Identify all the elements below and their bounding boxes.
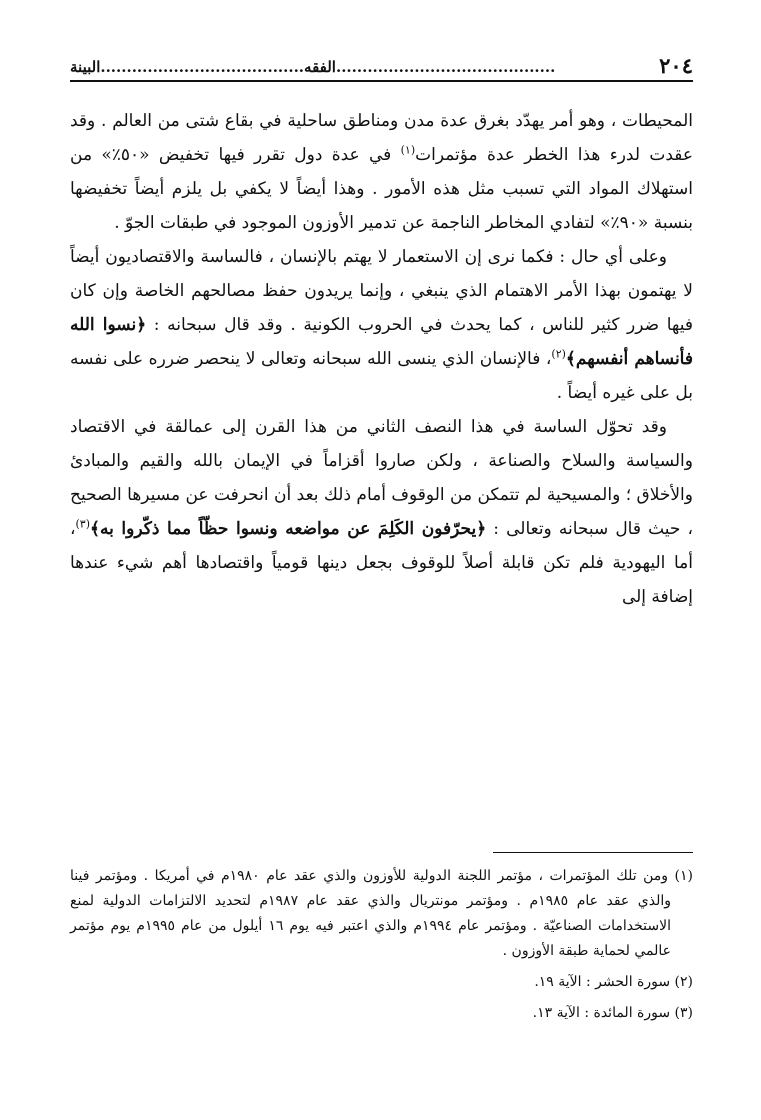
quran-verse-1: ﴿نسوا الله فأنساهم أنفسهم﴾ xyxy=(70,315,693,369)
paragraph-2-start: وعلى أي حال : فكما نرى إن الاستعمار لا يهتم بالإنسان ، فالساسة والاقتصاديون أيضاً لا يهتمون بهذا الأمر الاهتمام الذي ينبغي ، وإنما يريدون حفظ مصالحهم الخاصة وإن كان فيها ضرر كثير للناس ، كما يحدث في الحروب الكونية . وقد قال سبحانه : xyxy=(70,247,693,335)
footnote-separator xyxy=(493,852,693,853)
paragraph-2-end: ، فالإنسان الذي ينسى الله سبحانه وتعالى لا ينحصر ضرره على نفسه بل على غيره أيضاً . xyxy=(70,349,693,403)
header-rule xyxy=(70,80,693,82)
quran-verse-2: ﴿يحرّفون الكَلِمَ عن مواضعه ونسوا حظّاً مما ذكّروا به﴾ xyxy=(90,519,487,539)
page-header xyxy=(70,44,693,76)
footnote-3: (٣) سورة المائدة : الآية ١٣. xyxy=(532,1005,693,1021)
main-text xyxy=(70,104,693,614)
paragraph-3 xyxy=(70,410,693,614)
page-number: ٢٠٤ xyxy=(659,53,693,78)
paragraph-1-rest: في عدة دول تقرر فيها تخفيض «٥٠٪» من استهلاك المواد التي تسبب مثل هذه الأمور . وهذا أيضاً لا يكفي بل يلزم أيضاً تخفيضها بنسبة «٩٠٪» لتفادي المخاطر الناجمة عن تدمير الأوزون الموجود في طبقات الجوّ . xyxy=(70,145,693,233)
book-page xyxy=(70,0,693,1120)
paragraph-1-text: المحيطات ، وهو أمر يهدّد بغرق عدة مدن ومناطق ساحلية في بقاع شتى من العالم . وقد عقدت لدرء هذا الخطر عدة مؤتمرات xyxy=(70,111,693,165)
footnote-2: (٢) سورة الحشر : الآية ١٩. xyxy=(534,974,693,990)
paragraph-1 xyxy=(70,104,693,240)
paragraph-3-end: ، أما اليهودية فلم تكن قابلة أصلاً للوقوف بجعل دينها قومياً واقتصادها أهم شيء عندها إضافة إلى xyxy=(70,519,693,607)
running-header-title: الفقه.......................................البينة.......................................... xyxy=(70,58,556,76)
paragraph-2 xyxy=(70,240,693,410)
footnote-ref-2[interactable]: (٢) xyxy=(551,347,566,361)
footnotes xyxy=(70,864,693,1032)
paragraph-3-start: وقد تحوّل الساسة في هذا النصف الثاني من هذا القرن إلى عمالقة في الاقتصاد والسياسة والسلاح والصناعة ، ولكن صاروا أقزاماً في الإيمان بالله والقيم والمبادئ والأخلاق ؛ والمسيحية لم تتمكن من الوقوف أمام ذلك بعد أن انحرفت عن مسيرها الصحيح ، حيث قال سبحانه وتعالى : xyxy=(70,417,694,539)
footnote-ref-3[interactable]: (٣) xyxy=(75,517,91,531)
footnote-1: (١) ومن تلك المؤتمرات ، مؤتمر اللجنة الدولية للأوزون والذي عقد عام ١٩٨٠م في أمريكا . ومؤتمر فينا والذي عقد عام ١٩٨٥م . ومؤتمر مونتريال والذي عقد عام ١٩٨٧م لتحديد الالتزامات الدولية لمنع الاستخدامات الصناعيّة . ومؤتمر عام ١٩٩٤م والذي اعتبر فيه يوم ١٦ أيلول من عام ١٩٩٥م يوم مؤتمر عالمي لحماية طبقة الأوزون . xyxy=(70,868,693,959)
footnote-ref-1[interactable]: (١) xyxy=(400,143,416,157)
